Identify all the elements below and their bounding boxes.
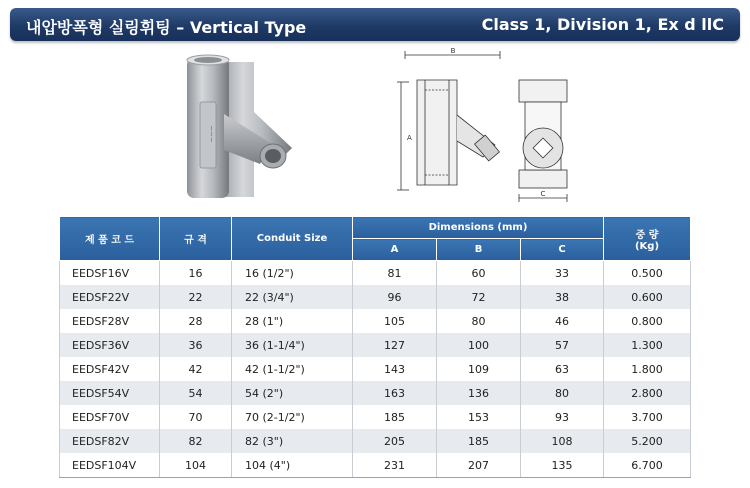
header-weight-label: 중 량 — [635, 229, 659, 241]
header-dimensions: Dimensions (mm) — [353, 217, 604, 239]
header-weight-unit: (Kg) — [634, 240, 660, 252]
product-code-cell: EEDSF36V — [60, 333, 160, 357]
weight-cell: 5.200 — [604, 429, 691, 453]
dimension-b-cell: 185 — [437, 429, 521, 453]
svg-text:~~~: ~~~ — [207, 125, 215, 143]
dimension-b-cell: 207 — [437, 453, 521, 478]
weight-cell: 0.600 — [604, 285, 691, 309]
size-cell: 22 — [160, 285, 232, 309]
product-code-cell: EEDSF54V — [60, 381, 160, 405]
weight-cell: 3.700 — [604, 405, 691, 429]
table-row — [60, 309, 691, 333]
table-row — [60, 357, 691, 381]
dimension-b-cell: 60 — [437, 261, 521, 286]
dimension-b-cell: 100 — [437, 333, 521, 357]
dimension-c-cell: 80 — [521, 381, 604, 405]
header-dimension-b: B — [437, 239, 521, 261]
table-row — [60, 405, 691, 429]
table-row — [60, 333, 691, 357]
dimension-c-cell: 108 — [521, 429, 604, 453]
table-row — [60, 285, 691, 309]
conduit-size-cell: 16 (1/2") — [232, 261, 353, 286]
dimension-b-cell: 72 — [437, 285, 521, 309]
conduit-size-cell: 36 (1-1/4") — [232, 333, 353, 357]
dimension-b-cell: 153 — [437, 405, 521, 429]
table-row — [60, 453, 691, 478]
spec-table — [59, 216, 691, 478]
conduit-size-cell: 82 (3") — [232, 429, 353, 453]
weight-cell: 1.300 — [604, 333, 691, 357]
product-code-cell: EEDSF70V — [60, 405, 160, 429]
product-code-cell: EEDSF22V — [60, 285, 160, 309]
dimension-a-cell: 231 — [353, 453, 437, 478]
dimension-a-cell: 105 — [353, 309, 437, 333]
weight-cell: 0.500 — [604, 261, 691, 286]
dimension-a-cell: 81 — [353, 261, 437, 286]
conduit-size-cell: 22 (3/4") — [232, 285, 353, 309]
dimension-a-cell: 96 — [353, 285, 437, 309]
dimension-a-label: A — [407, 134, 412, 142]
dimension-b-cell: 136 — [437, 381, 521, 405]
dimension-a-cell: 163 — [353, 381, 437, 405]
product-code-cell: EEDSF42V — [60, 357, 160, 381]
header-dimension-a: A — [353, 239, 437, 261]
conduit-size-cell: 104 (4") — [232, 453, 353, 478]
header-weight — [604, 217, 691, 261]
dimension-b-cell: 80 — [437, 309, 521, 333]
dimension-c-cell: 46 — [521, 309, 604, 333]
classification-label: Class 1, Division 1, Ex d llC — [481, 15, 724, 34]
dimension-c-cell: 33 — [521, 261, 604, 286]
dimension-c-cell: 135 — [521, 453, 604, 478]
weight-cell: 0.800 — [604, 309, 691, 333]
size-cell: 36 — [160, 333, 232, 357]
dimension-c-cell: 38 — [521, 285, 604, 309]
table-row — [60, 429, 691, 453]
weight-cell: 1.800 — [604, 357, 691, 381]
product-photo — [160, 52, 310, 204]
product-code-cell: EEDSF16V — [60, 261, 160, 286]
dimension-a-cell: 185 — [353, 405, 437, 429]
size-cell: 54 — [160, 381, 232, 405]
conduit-size-cell: 28 (1") — [232, 309, 353, 333]
product-code-cell: EEDSF82V — [60, 429, 160, 453]
dimension-drawing — [395, 45, 595, 205]
dimension-c-cell: 93 — [521, 405, 604, 429]
header-dimension-c: C — [521, 239, 604, 261]
conduit-size-cell: 70 (2-1/2") — [232, 405, 353, 429]
weight-cell: 6.700 — [604, 453, 691, 478]
product-code-cell: EEDSF28V — [60, 309, 160, 333]
dimension-c-cell: 57 — [521, 333, 604, 357]
size-cell: 28 — [160, 309, 232, 333]
dimension-a-cell: 143 — [353, 357, 437, 381]
conduit-size-cell: 42 (1-1/2") — [232, 357, 353, 381]
table-row — [60, 381, 691, 405]
size-cell: 104 — [160, 453, 232, 478]
page-title: 내압방폭형 실링휘팅 – Vertical Type — [26, 18, 307, 37]
size-cell: 82 — [160, 429, 232, 453]
dimension-c-label: C — [540, 190, 546, 198]
header-product-code: 제 품 코 드 — [60, 217, 160, 261]
conduit-size-cell: 54 (2") — [232, 381, 353, 405]
dimension-a-cell: 127 — [353, 333, 437, 357]
dimension-c-cell: 63 — [521, 357, 604, 381]
dimension-b-cell: 109 — [437, 357, 521, 381]
table-row — [60, 261, 691, 286]
dimension-b-label: B — [450, 47, 456, 55]
product-code-cell: EEDSF104V — [60, 453, 160, 478]
size-cell: 70 — [160, 405, 232, 429]
size-cell: 16 — [160, 261, 232, 286]
header-size: 규 격 — [160, 217, 232, 261]
dimension-a-cell: 205 — [353, 429, 437, 453]
title-bar — [10, 8, 740, 41]
weight-cell: 2.800 — [604, 381, 691, 405]
header-conduit-size: Conduit Size — [232, 217, 353, 261]
size-cell: 42 — [160, 357, 232, 381]
